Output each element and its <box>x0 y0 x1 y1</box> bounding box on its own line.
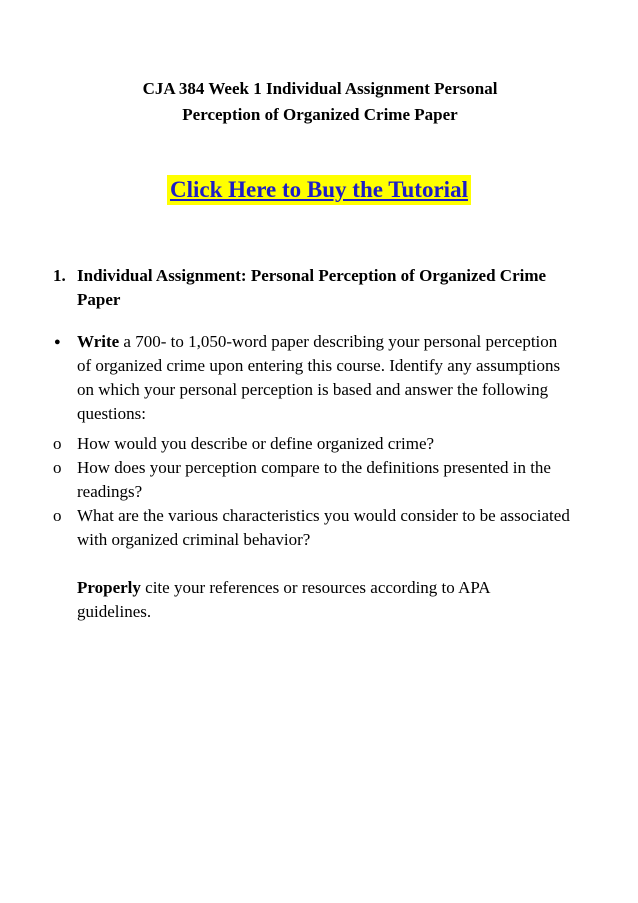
buy-link-container <box>0 175 638 205</box>
closing-lead-word: Properly <box>77 578 141 597</box>
list-marker: o <box>53 434 62 453</box>
question-text: What are the various characteristics you would consider to be associated with organized criminal behavior? <box>77 506 570 549</box>
closing-text: cite your references or resources according to APA guidelines. <box>77 578 490 621</box>
buy-tutorial-link[interactable]: Click Here to Buy the Tutorial <box>167 175 471 205</box>
section-heading <box>53 264 573 312</box>
question-text: How would you describe or define organized crime? <box>77 434 435 453</box>
question-text: How does your perception compare to the definitions presented in the readings? <box>77 458 551 501</box>
closing-paragraph <box>77 576 567 624</box>
title-line-1: CJA 384 Week 1 Individual Assignment Personal <box>142 79 498 98</box>
list-marker: o <box>53 458 62 477</box>
bullet-lead-word: Write <box>77 332 120 351</box>
question-list <box>53 432 573 552</box>
bullet-dot-icon: ● <box>54 336 61 348</box>
section-number: 1. <box>53 266 66 285</box>
bullet-paragraph <box>77 330 573 426</box>
list-item <box>53 504 573 552</box>
list-marker: o <box>53 506 62 525</box>
document-title <box>60 76 580 128</box>
title-line-2: Perception of Organized Crime Paper <box>182 105 458 124</box>
section-heading-text: Individual Assignment: Personal Perception of Organized Crime Paper <box>77 266 547 309</box>
assignment-bullet <box>53 330 573 426</box>
list-item <box>53 456 573 504</box>
bullet-text: a 700- to 1,050-word paper describing your personal perception of organized crime upon entering this course. Identify any assumptions on which your personal perception is based and answer the following questions: <box>77 332 561 423</box>
list-item <box>53 432 573 456</box>
